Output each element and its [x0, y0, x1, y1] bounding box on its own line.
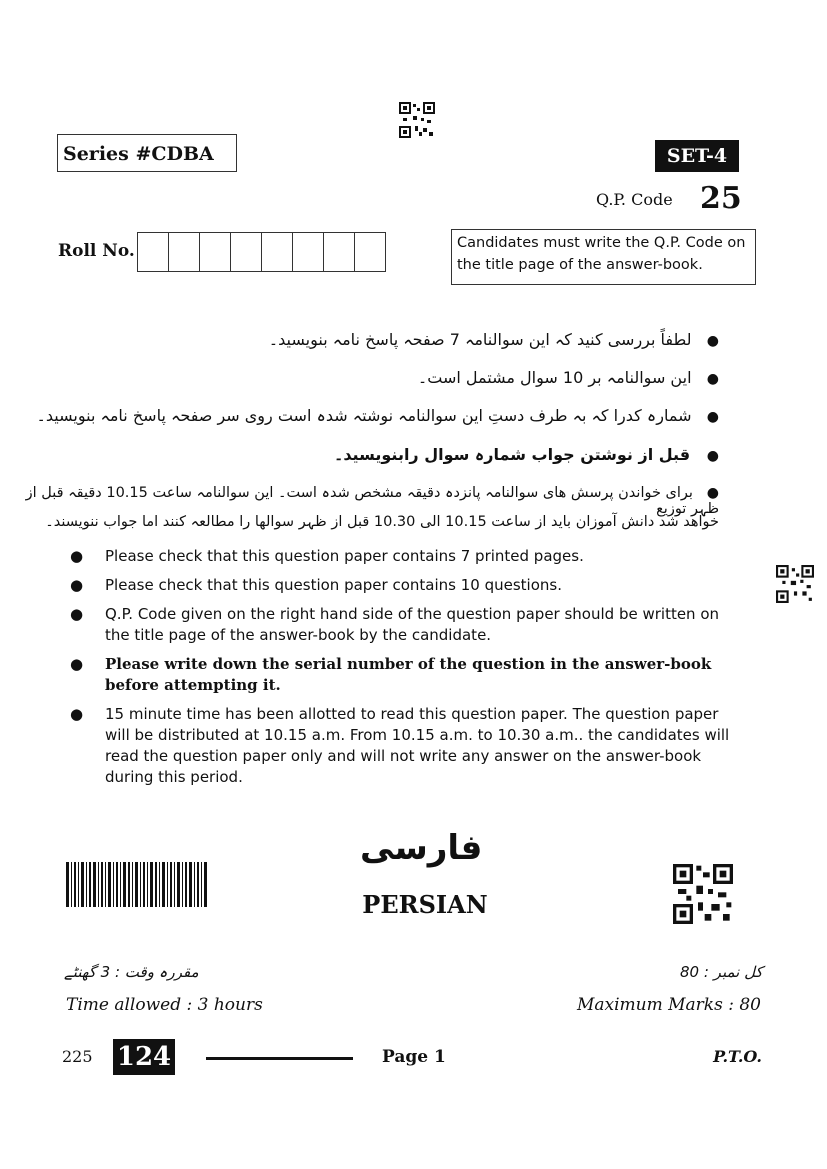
english-instructions — [70, 546, 730, 796]
roll-box[interactable] — [262, 233, 293, 271]
series-label: Series #CDBA — [57, 134, 237, 172]
persian-instruction-5: ● برای خواندن پرسش ھای سوالنامہ پانزدہ دقیقہ مشخص شدہ است۔ این سوالنامہ ساعت 10.15 دقیقہ قبل از ظہر توزیع — [25, 485, 719, 517]
english-instruction-3: ● Q.P. Code given on the right hand side of the question paper should be written on the title page of the answer-book by the candidate. — [70, 605, 720, 644]
footer-badge: 124 — [113, 1039, 175, 1075]
roll-number-boxes[interactable] — [137, 232, 386, 272]
qr-code-bottom — [673, 864, 733, 924]
persian-instruction-3: ● شمارہ کدرا کہ بہ طرف دستِ این سوالنامہ نوشتہ شدہ است روی سر صفحہ پاسخ نامہ بنویسید۔ — [36, 406, 719, 425]
persian-instruction-4: ● قبل از نوشتن جواب شمارہ سوال رابنویسید۔ — [333, 445, 719, 464]
roll-number-label: Roll No. — [58, 241, 135, 261]
qp-code-notice: Candidates must write the Q.P. Code on the title page of the answer-book. — [451, 229, 756, 285]
roll-box[interactable] — [231, 233, 262, 271]
max-marks-english: Maximum Marks : 80 — [576, 995, 761, 1015]
set-badge: SET-4 — [655, 140, 739, 172]
footer-divider — [206, 1057, 353, 1060]
english-instruction-5: ● 15 minute time has been allotted to read this question paper. The question paper will be distributed at 10.15 a.m. From 10.15 a.m. to 10.30 a.m.. the candidates will read the question paper only and will not write any answer on the answer-book during this period. — [70, 705, 730, 786]
roll-box[interactable] — [169, 233, 200, 271]
roll-box[interactable] — [324, 233, 355, 271]
persian-instruction-5-cont: خواھد شد دانش آموزان باید از ساعت 10.15 الی 10.30 قبل از ظہر سوالھا را مطالعہ کنند اما جواب ننویسند۔ — [45, 514, 719, 530]
qp-code-label: Q.P. Code — [596, 190, 673, 209]
page-number: Page 1 — [382, 1047, 446, 1067]
pto-label: P.T.O. — [713, 1047, 762, 1066]
footer-code: 225 — [62, 1047, 93, 1066]
qr-code-top — [399, 102, 435, 138]
english-instruction-2: ● Please check that this question paper contains 10 questions. — [70, 576, 562, 594]
persian-instruction-1: ● لطفاً بررسی کنید کہ این سوالنامہ 7 صفحہ پاسخ نامہ بنویسید۔ — [268, 330, 719, 349]
roll-box[interactable] — [293, 233, 324, 271]
title-english: PERSIAN — [362, 890, 488, 919]
english-instruction-1: ● Please check that this question paper contains 7 printed pages. — [70, 547, 584, 565]
qp-code-value: 25 — [700, 181, 742, 216]
qr-code-side — [776, 565, 814, 603]
max-marks-persian: کل نمبر : 80 — [680, 963, 763, 981]
time-allowed-persian: مقررہ وقت : 3 گھنٹے — [64, 963, 199, 981]
roll-box[interactable] — [355, 233, 386, 271]
title-persian: فارسی — [360, 828, 483, 868]
persian-instruction-2: ● این سوالنامہ بر 10 سوال مشتمل است۔ — [417, 368, 719, 387]
time-allowed-english: Time allowed : 3 hours — [66, 995, 263, 1015]
roll-box[interactable] — [138, 233, 169, 271]
roll-box[interactable] — [200, 233, 231, 271]
english-instruction-4: ● Please write down the serial number of the question in the answer-book before attempting it. — [70, 655, 712, 694]
barcode — [66, 862, 209, 907]
